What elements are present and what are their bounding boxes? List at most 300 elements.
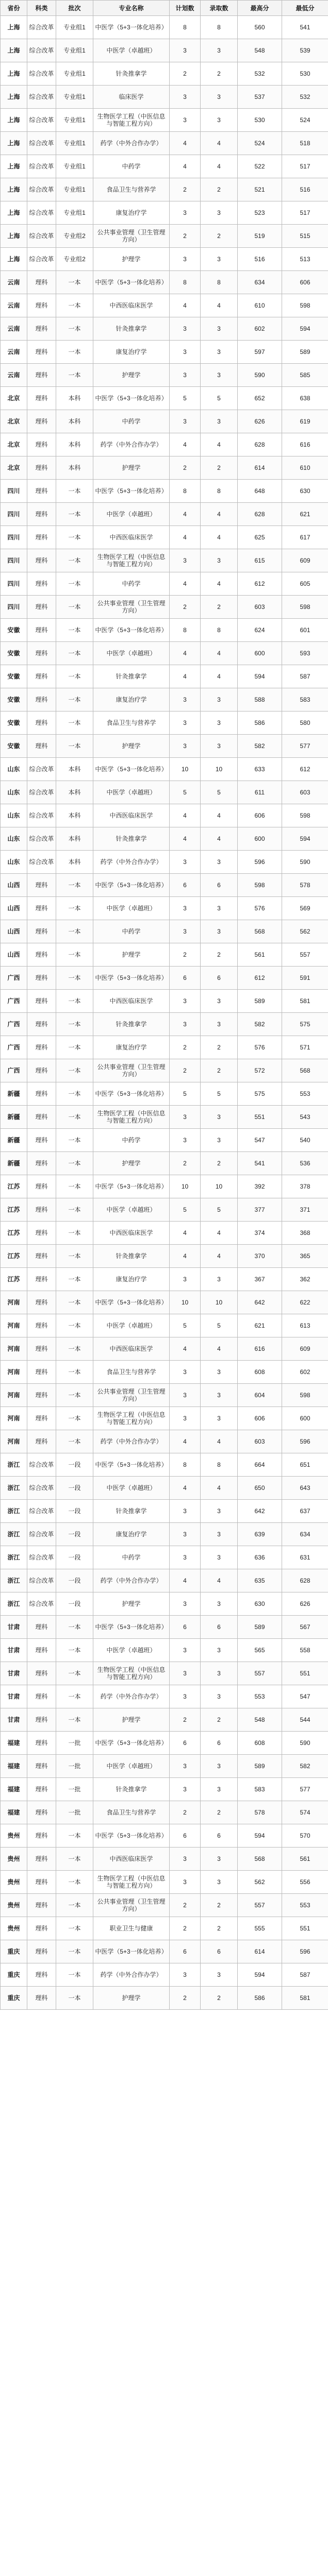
- category-cell: 综合改革: [27, 1477, 56, 1500]
- admitted-count-cell: 3: [201, 201, 238, 225]
- category-cell: 理科: [27, 665, 56, 688]
- min-score-cell: 577: [282, 735, 328, 758]
- major-cell: 公共事业管理（卫生管理方向）: [93, 225, 170, 248]
- table-row: [1, 1963, 328, 1987]
- major-cell: 中医学（卓越班）: [93, 897, 170, 920]
- province-cell: 重庆: [1, 1963, 27, 1987]
- table-row: [1, 1477, 328, 1500]
- plan-count-cell: 5: [170, 1198, 201, 1222]
- admitted-count-cell: 4: [201, 132, 238, 155]
- province-cell: 贵州: [1, 1871, 27, 1894]
- plan-count-cell: 3: [170, 1129, 201, 1152]
- province-cell: 新疆: [1, 1129, 27, 1152]
- max-score-cell: 370: [238, 1245, 282, 1268]
- min-score-cell: 365: [282, 1245, 328, 1268]
- table-row: [1, 1639, 328, 1662]
- major-cell: 护理学: [93, 456, 170, 480]
- admitted-count-cell: 3: [201, 1129, 238, 1152]
- min-score-cell: 569: [282, 897, 328, 920]
- max-score-cell: 576: [238, 1036, 282, 1059]
- table-row: [1, 665, 328, 688]
- table-row: [1, 1592, 328, 1616]
- batch-cell: 本科: [56, 827, 93, 851]
- plan-count-cell: 8: [170, 16, 201, 39]
- admitted-count-cell: 2: [201, 1987, 238, 2010]
- batch-cell: 专业组1: [56, 86, 93, 109]
- major-cell: 临床医学: [93, 86, 170, 109]
- major-cell: 公共事业管理（卫生管理方向）: [93, 596, 170, 619]
- category-cell: 综合改革: [27, 804, 56, 827]
- table-row: [1, 781, 328, 804]
- admitted-count-cell: 4: [201, 1337, 238, 1361]
- major-cell: 中医学（5+3一体化培养）: [93, 619, 170, 642]
- category-cell: 综合改革: [27, 16, 56, 39]
- province-cell: 广西: [1, 990, 27, 1013]
- province-cell: 上海: [1, 86, 27, 109]
- max-score-cell: 642: [238, 1500, 282, 1523]
- max-score-cell: 583: [238, 1778, 282, 1801]
- max-score-cell: 628: [238, 503, 282, 526]
- min-score-cell: 594: [282, 827, 328, 851]
- province-cell: 山东: [1, 758, 27, 781]
- province-cell: 甘肃: [1, 1616, 27, 1639]
- category-cell: 综合改革: [27, 1453, 56, 1477]
- admitted-count-cell: 3: [201, 688, 238, 711]
- province-cell: 云南: [1, 294, 27, 317]
- max-score-cell: 596: [238, 851, 282, 874]
- plan-count-cell: 2: [170, 1059, 201, 1082]
- table-row: [1, 1755, 328, 1778]
- batch-cell: 一本: [56, 1987, 93, 2010]
- major-cell: 中医学（5+3一体化培养）: [93, 758, 170, 781]
- max-score-cell: 630: [238, 1592, 282, 1616]
- max-score-cell: 516: [238, 248, 282, 271]
- province-cell: 贵州: [1, 1917, 27, 1940]
- province-cell: 上海: [1, 248, 27, 271]
- batch-cell: 专业组1: [56, 201, 93, 225]
- max-score-cell: 639: [238, 1523, 282, 1546]
- table-row: [1, 410, 328, 433]
- province-cell: 上海: [1, 39, 27, 62]
- admitted-count-cell: 3: [201, 39, 238, 62]
- min-score-cell: 378: [282, 1175, 328, 1198]
- min-score-cell: 582: [282, 1755, 328, 1778]
- plan-count-cell: 3: [170, 897, 201, 920]
- batch-cell: 一本: [56, 1361, 93, 1384]
- min-score-cell: 603: [282, 781, 328, 804]
- table-row: [1, 1245, 328, 1268]
- category-cell: 综合改革: [27, 1546, 56, 1569]
- plan-count-cell: 3: [170, 39, 201, 62]
- category-cell: 理科: [27, 480, 56, 503]
- max-score-cell: 523: [238, 201, 282, 225]
- province-cell: 福建: [1, 1755, 27, 1778]
- major-cell: 康复治疗学: [93, 1036, 170, 1059]
- major-cell: 生物医学工程（中医信息与智能工程方向）: [93, 1662, 170, 1685]
- batch-cell: 专业组1: [56, 132, 93, 155]
- max-score-cell: 589: [238, 990, 282, 1013]
- plan-count-cell: 3: [170, 1523, 201, 1546]
- plan-count-cell: 3: [170, 920, 201, 943]
- min-score-cell: 643: [282, 1477, 328, 1500]
- plan-count-cell: 6: [170, 967, 201, 990]
- major-cell: 中医学（卓越班）: [93, 1314, 170, 1337]
- major-cell: 中医学（卓越班）: [93, 1477, 170, 1500]
- category-cell: 理科: [27, 549, 56, 572]
- province-cell: 四川: [1, 549, 27, 572]
- plan-count-cell: 3: [170, 1546, 201, 1569]
- table-row: [1, 1940, 328, 1963]
- plan-count-cell: 6: [170, 1940, 201, 1963]
- plan-count-cell: 3: [170, 1778, 201, 1801]
- batch-cell: 专业组2: [56, 248, 93, 271]
- min-score-cell: 536: [282, 1152, 328, 1175]
- province-cell: 贵州: [1, 1824, 27, 1848]
- major-cell: 公共事业管理（卫生管理方向）: [93, 1384, 170, 1407]
- batch-cell: 一本: [56, 1129, 93, 1152]
- province-cell: 福建: [1, 1732, 27, 1755]
- batch-cell: 一本: [56, 1152, 93, 1175]
- plan-count-cell: 3: [170, 1871, 201, 1894]
- admitted-count-cell: 3: [201, 1662, 238, 1685]
- batch-cell: 一本: [56, 271, 93, 294]
- table-row: [1, 1129, 328, 1152]
- plan-count-cell: 4: [170, 827, 201, 851]
- batch-cell: 本科: [56, 758, 93, 781]
- admitted-count-cell: 3: [201, 1848, 238, 1871]
- max-score-cell: 611: [238, 781, 282, 804]
- major-cell: 中医学（5+3一体化培养）: [93, 1616, 170, 1639]
- category-cell: 理科: [27, 341, 56, 364]
- table-row: [1, 39, 328, 62]
- admitted-count-cell: 5: [201, 1198, 238, 1222]
- plan-count-cell: 2: [170, 225, 201, 248]
- batch-cell: 本科: [56, 387, 93, 410]
- category-cell: 理科: [27, 1129, 56, 1152]
- min-score-cell: 587: [282, 1963, 328, 1987]
- major-cell: 护理学: [93, 364, 170, 387]
- category-cell: 理科: [27, 1755, 56, 1778]
- min-score-cell: 628: [282, 1569, 328, 1592]
- plan-count-cell: 10: [170, 758, 201, 781]
- table-row: [1, 1569, 328, 1592]
- max-score-cell: 636: [238, 1546, 282, 1569]
- batch-cell: 一批: [56, 1755, 93, 1778]
- batch-cell: 一段: [56, 1592, 93, 1616]
- province-cell: 河南: [1, 1384, 27, 1407]
- max-score-cell: 603: [238, 596, 282, 619]
- max-score-cell: 608: [238, 1732, 282, 1755]
- min-score-cell: 617: [282, 526, 328, 549]
- plan-count-cell: 5: [170, 781, 201, 804]
- province-cell: 四川: [1, 596, 27, 619]
- major-cell: 中医学（5+3一体化培养）: [93, 16, 170, 39]
- min-score-cell: 557: [282, 943, 328, 967]
- category-cell: 综合改革: [27, 109, 56, 132]
- min-score-cell: 651: [282, 1453, 328, 1477]
- major-cell: 中医学（5+3一体化培养）: [93, 967, 170, 990]
- plan-count-cell: 2: [170, 1987, 201, 2010]
- province-cell: 广西: [1, 967, 27, 990]
- province-cell: 山西: [1, 920, 27, 943]
- plan-count-cell: 4: [170, 1245, 201, 1268]
- min-score-cell: 553: [282, 1082, 328, 1106]
- table-row: [1, 317, 328, 341]
- batch-cell: 专业组1: [56, 109, 93, 132]
- plan-count-cell: 3: [170, 1500, 201, 1523]
- category-cell: 理科: [27, 1384, 56, 1407]
- table-row: [1, 1430, 328, 1453]
- category-cell: 理科: [27, 503, 56, 526]
- major-cell: 中医学（5+3一体化培养）: [93, 1175, 170, 1198]
- plan-count-cell: 10: [170, 1291, 201, 1314]
- admitted-count-cell: 3: [201, 735, 238, 758]
- max-score-cell: 612: [238, 572, 282, 596]
- batch-cell: 一本: [56, 526, 93, 549]
- min-score-cell: 556: [282, 1871, 328, 1894]
- category-cell: 理科: [27, 874, 56, 897]
- min-score-cell: 598: [282, 804, 328, 827]
- max-score-cell: 612: [238, 967, 282, 990]
- min-score-cell: 515: [282, 225, 328, 248]
- admitted-count-cell: 4: [201, 433, 238, 456]
- major-cell: 针灸推拿学: [93, 827, 170, 851]
- category-cell: 理科: [27, 1059, 56, 1082]
- province-cell: 广西: [1, 1036, 27, 1059]
- province-cell: 北京: [1, 456, 27, 480]
- province-cell: 浙江: [1, 1453, 27, 1477]
- batch-cell: 专业组1: [56, 178, 93, 201]
- min-score-cell: 575: [282, 1013, 328, 1036]
- batch-cell: 一本: [56, 1268, 93, 1291]
- max-score-cell: 522: [238, 155, 282, 178]
- min-score-cell: 583: [282, 688, 328, 711]
- category-cell: 理科: [27, 1013, 56, 1036]
- plan-count-cell: 8: [170, 1453, 201, 1477]
- table-row: [1, 619, 328, 642]
- max-score-cell: 625: [238, 526, 282, 549]
- admitted-count-cell: 3: [201, 1685, 238, 1708]
- admitted-count-cell: 4: [201, 1222, 238, 1245]
- max-score-cell: 598: [238, 874, 282, 897]
- header-admitted: 录取数: [201, 1, 238, 16]
- category-cell: 综合改革: [27, 851, 56, 874]
- max-score-cell: 615: [238, 549, 282, 572]
- batch-cell: 一批: [56, 1778, 93, 1801]
- category-cell: 理科: [27, 1361, 56, 1384]
- table-row: [1, 735, 328, 758]
- min-score-cell: 616: [282, 433, 328, 456]
- admitted-count-cell: 10: [201, 1291, 238, 1314]
- min-score-cell: 590: [282, 851, 328, 874]
- major-cell: 中药学: [93, 920, 170, 943]
- min-score-cell: 593: [282, 642, 328, 665]
- batch-cell: 一本: [56, 1059, 93, 1082]
- min-score-cell: 543: [282, 1106, 328, 1129]
- major-cell: 药学（中外合作办学）: [93, 132, 170, 155]
- category-cell: 理科: [27, 990, 56, 1013]
- table-row: [1, 990, 328, 1013]
- category-cell: 理科: [27, 1616, 56, 1639]
- batch-cell: 一本: [56, 1708, 93, 1732]
- batch-cell: 一本: [56, 1314, 93, 1337]
- plan-count-cell: 4: [170, 1430, 201, 1453]
- plan-count-cell: 2: [170, 1708, 201, 1732]
- admitted-count-cell: 8: [201, 16, 238, 39]
- header-category: 科类: [27, 1, 56, 16]
- major-cell: 针灸推拿学: [93, 1013, 170, 1036]
- max-score-cell: 548: [238, 39, 282, 62]
- category-cell: 理科: [27, 1198, 56, 1222]
- table-row: [1, 503, 328, 526]
- header-plan: 计划数: [170, 1, 201, 16]
- max-score-cell: 561: [238, 943, 282, 967]
- category-cell: 理科: [27, 1732, 56, 1755]
- batch-cell: 一本: [56, 619, 93, 642]
- admitted-count-cell: 2: [201, 456, 238, 480]
- province-cell: 上海: [1, 178, 27, 201]
- min-score-cell: 517: [282, 201, 328, 225]
- admitted-count-cell: 4: [201, 1245, 238, 1268]
- major-cell: 康复治疗学: [93, 1268, 170, 1291]
- min-score-cell: 606: [282, 271, 328, 294]
- table-row: [1, 967, 328, 990]
- batch-cell: 本科: [56, 433, 93, 456]
- province-cell: 浙江: [1, 1523, 27, 1546]
- plan-count-cell: 6: [170, 1824, 201, 1848]
- max-score-cell: 555: [238, 1917, 282, 1940]
- admitted-count-cell: 2: [201, 943, 238, 967]
- major-cell: 中药学: [93, 1129, 170, 1152]
- province-cell: 江苏: [1, 1222, 27, 1245]
- plan-count-cell: 2: [170, 596, 201, 619]
- max-score-cell: 557: [238, 1894, 282, 1917]
- min-score-cell: 577: [282, 1778, 328, 1801]
- category-cell: 综合改革: [27, 1500, 56, 1523]
- min-score-cell: 547: [282, 1685, 328, 1708]
- plan-count-cell: 3: [170, 1013, 201, 1036]
- plan-count-cell: 4: [170, 572, 201, 596]
- major-cell: 中医学（卓越班）: [93, 781, 170, 804]
- max-score-cell: 652: [238, 387, 282, 410]
- admitted-count-cell: 5: [201, 1082, 238, 1106]
- category-cell: 理科: [27, 1662, 56, 1685]
- plan-count-cell: 2: [170, 1036, 201, 1059]
- min-score-cell: 609: [282, 549, 328, 572]
- admitted-count-cell: 3: [201, 109, 238, 132]
- max-score-cell: 519: [238, 225, 282, 248]
- category-cell: 理科: [27, 1824, 56, 1848]
- table-row: [1, 16, 328, 39]
- major-cell: 中医学（卓越班）: [93, 39, 170, 62]
- batch-cell: 一段: [56, 1546, 93, 1569]
- major-cell: 药学（中外合作办学）: [93, 1430, 170, 1453]
- admitted-count-cell: 4: [201, 294, 238, 317]
- table-row: [1, 1708, 328, 1732]
- batch-cell: 一本: [56, 1894, 93, 1917]
- plan-count-cell: 4: [170, 294, 201, 317]
- batch-cell: 本科: [56, 410, 93, 433]
- province-cell: 甘肃: [1, 1685, 27, 1708]
- category-cell: 理科: [27, 897, 56, 920]
- plan-count-cell: 4: [170, 1477, 201, 1500]
- category-cell: 理科: [27, 711, 56, 735]
- admitted-count-cell: 3: [201, 1407, 238, 1430]
- plan-count-cell: 3: [170, 86, 201, 109]
- plan-count-cell: 3: [170, 109, 201, 132]
- max-score-cell: 621: [238, 1314, 282, 1337]
- plan-count-cell: 3: [170, 248, 201, 271]
- province-cell: 云南: [1, 364, 27, 387]
- table-row: [1, 86, 328, 109]
- plan-count-cell: 2: [170, 1917, 201, 1940]
- admitted-count-cell: 3: [201, 1361, 238, 1384]
- table-row: [1, 596, 328, 619]
- table-row: [1, 155, 328, 178]
- batch-cell: 一本: [56, 1106, 93, 1129]
- table-row: [1, 341, 328, 364]
- major-cell: 中医学（卓越班）: [93, 642, 170, 665]
- batch-cell: 本科: [56, 851, 93, 874]
- admitted-count-cell: 6: [201, 874, 238, 897]
- admitted-count-cell: 3: [201, 248, 238, 271]
- batch-cell: 一本: [56, 1963, 93, 1987]
- max-score-cell: 600: [238, 642, 282, 665]
- major-cell: 针灸推拿学: [93, 317, 170, 341]
- min-score-cell: 610: [282, 456, 328, 480]
- plan-count-cell: 3: [170, 1639, 201, 1662]
- admitted-count-cell: 3: [201, 1871, 238, 1894]
- max-score-cell: 586: [238, 1987, 282, 2010]
- plan-count-cell: 4: [170, 433, 201, 456]
- plan-count-cell: 3: [170, 549, 201, 572]
- min-score-cell: 591: [282, 967, 328, 990]
- province-cell: 河南: [1, 1291, 27, 1314]
- plan-count-cell: 3: [170, 364, 201, 387]
- batch-cell: 一段: [56, 1569, 93, 1592]
- min-score-cell: 558: [282, 1639, 328, 1662]
- min-score-cell: 626: [282, 1592, 328, 1616]
- province-cell: 山东: [1, 781, 27, 804]
- admitted-count-cell: 2: [201, 225, 238, 248]
- plan-count-cell: 3: [170, 1662, 201, 1685]
- category-cell: 理科: [27, 1639, 56, 1662]
- batch-cell: 一本: [56, 341, 93, 364]
- max-score-cell: 610: [238, 294, 282, 317]
- batch-cell: 一本: [56, 1198, 93, 1222]
- max-score-cell: 628: [238, 433, 282, 456]
- province-cell: 广西: [1, 1059, 27, 1082]
- batch-cell: 一本: [56, 1871, 93, 1894]
- category-cell: 理科: [27, 1940, 56, 1963]
- min-score-cell: 622: [282, 1291, 328, 1314]
- admitted-count-cell: 4: [201, 1430, 238, 1453]
- major-cell: 康复治疗学: [93, 1523, 170, 1546]
- admitted-count-cell: 3: [201, 1778, 238, 1801]
- plan-count-cell: 6: [170, 1616, 201, 1639]
- major-cell: 药学（中外合作办学）: [93, 1569, 170, 1592]
- table-row: [1, 294, 328, 317]
- table-row: [1, 572, 328, 596]
- batch-cell: 本科: [56, 456, 93, 480]
- category-cell: 综合改革: [27, 1569, 56, 1592]
- province-cell: 新疆: [1, 1152, 27, 1175]
- province-cell: 上海: [1, 225, 27, 248]
- table-row: [1, 1175, 328, 1198]
- province-cell: 安徽: [1, 665, 27, 688]
- major-cell: 护理学: [93, 1708, 170, 1732]
- table-row: [1, 1268, 328, 1291]
